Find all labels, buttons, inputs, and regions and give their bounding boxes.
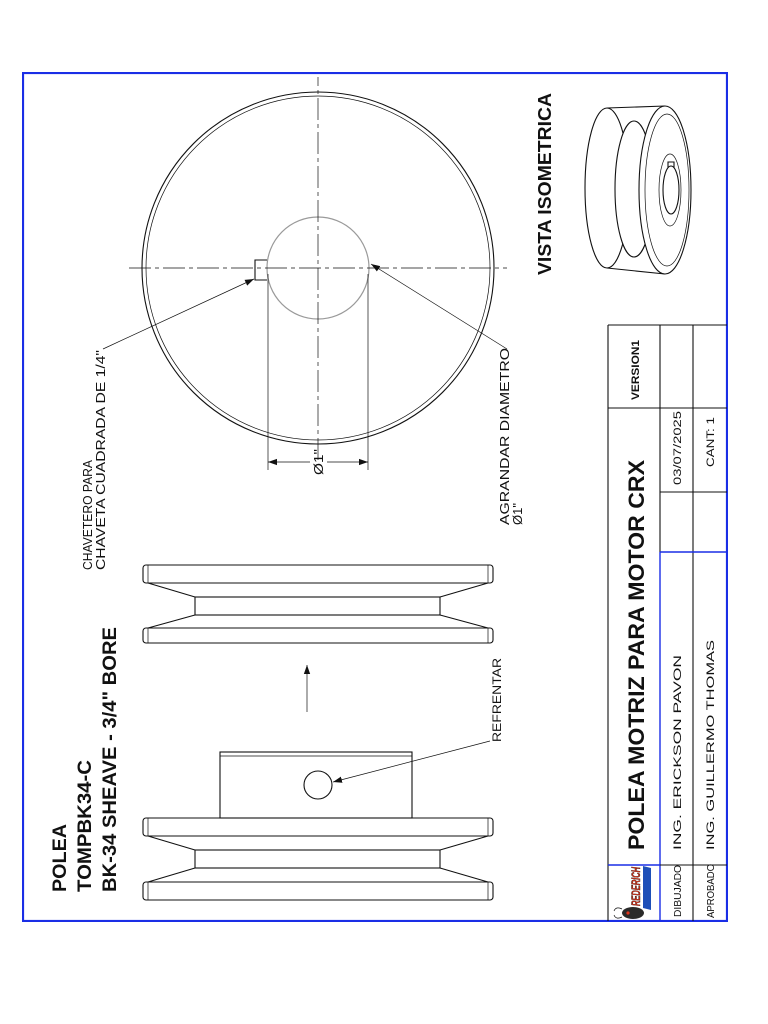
drawing-date: 03/07/2025 bbox=[672, 429, 684, 485]
belt-groove bbox=[195, 850, 440, 868]
front-view bbox=[129, 77, 507, 460]
drawing-canvas bbox=[22, 72, 728, 922]
drawing-version: VERSION1 bbox=[630, 344, 642, 400]
logo-text: REDERICH bbox=[629, 843, 643, 906]
part-header bbox=[50, 627, 121, 892]
bore-note-line-1: AGRANDAR DIAMETRO bbox=[497, 379, 512, 525]
drawing-sheet bbox=[22, 72, 728, 922]
bull-eye-icon bbox=[626, 911, 629, 914]
company-logo bbox=[614, 843, 651, 919]
drawn-by: ING. ERICKSON PAVON bbox=[672, 726, 684, 850]
header-line-3: BK-34 SHEAVE - 3/4" BORE bbox=[100, 642, 121, 892]
header-line-1: POLEA bbox=[50, 826, 71, 892]
keyway-leader bbox=[103, 279, 254, 349]
facing-note bbox=[333, 658, 504, 782]
side-view-plain bbox=[143, 565, 493, 643]
keyway-note-line-2: CHAVETA CUADRADA DE 1/4" bbox=[93, 387, 108, 570]
drawn-label: DIBUJADO bbox=[673, 866, 684, 917]
approved-by: ING. GUILLERMO THOMAS bbox=[705, 709, 717, 850]
iso-front-flange bbox=[639, 106, 691, 274]
keyway-note-line-1: CHAVETERO PARA bbox=[80, 452, 95, 570]
flange-inner bbox=[143, 818, 493, 836]
belt-groove bbox=[195, 597, 440, 615]
bore-leader bbox=[371, 264, 507, 349]
flange-a bbox=[143, 628, 493, 643]
keyway-note bbox=[80, 279, 254, 570]
hub bbox=[220, 752, 412, 818]
keyway-slot bbox=[255, 260, 267, 280]
approved-label: APROBADO bbox=[706, 861, 717, 918]
isometric-view bbox=[585, 106, 691, 274]
bore-note bbox=[371, 264, 525, 525]
iso-view-label: VISTA ISOMETRICA bbox=[535, 105, 555, 275]
title-block bbox=[608, 325, 727, 921]
header-line-2: TOMPBK34-C bbox=[75, 768, 96, 892]
bore-dimension-text: Ø1" bbox=[311, 453, 326, 475]
logo-bar bbox=[643, 866, 651, 910]
bull-head-icon bbox=[622, 907, 644, 919]
side-view-hub bbox=[143, 752, 493, 900]
flange-b bbox=[143, 565, 493, 583]
facing-note-text: REFRENTAR bbox=[490, 669, 504, 742]
bull-horns-icon bbox=[614, 908, 622, 918]
drawing-title: POLEA MOTRIZ PARA MOTOR CRX bbox=[624, 478, 649, 850]
quantity: CANT: 1 bbox=[705, 426, 717, 467]
set-screw-hole bbox=[304, 771, 332, 799]
bore-note-line-2: Ø1" bbox=[510, 503, 525, 525]
flange-outer bbox=[143, 882, 493, 900]
